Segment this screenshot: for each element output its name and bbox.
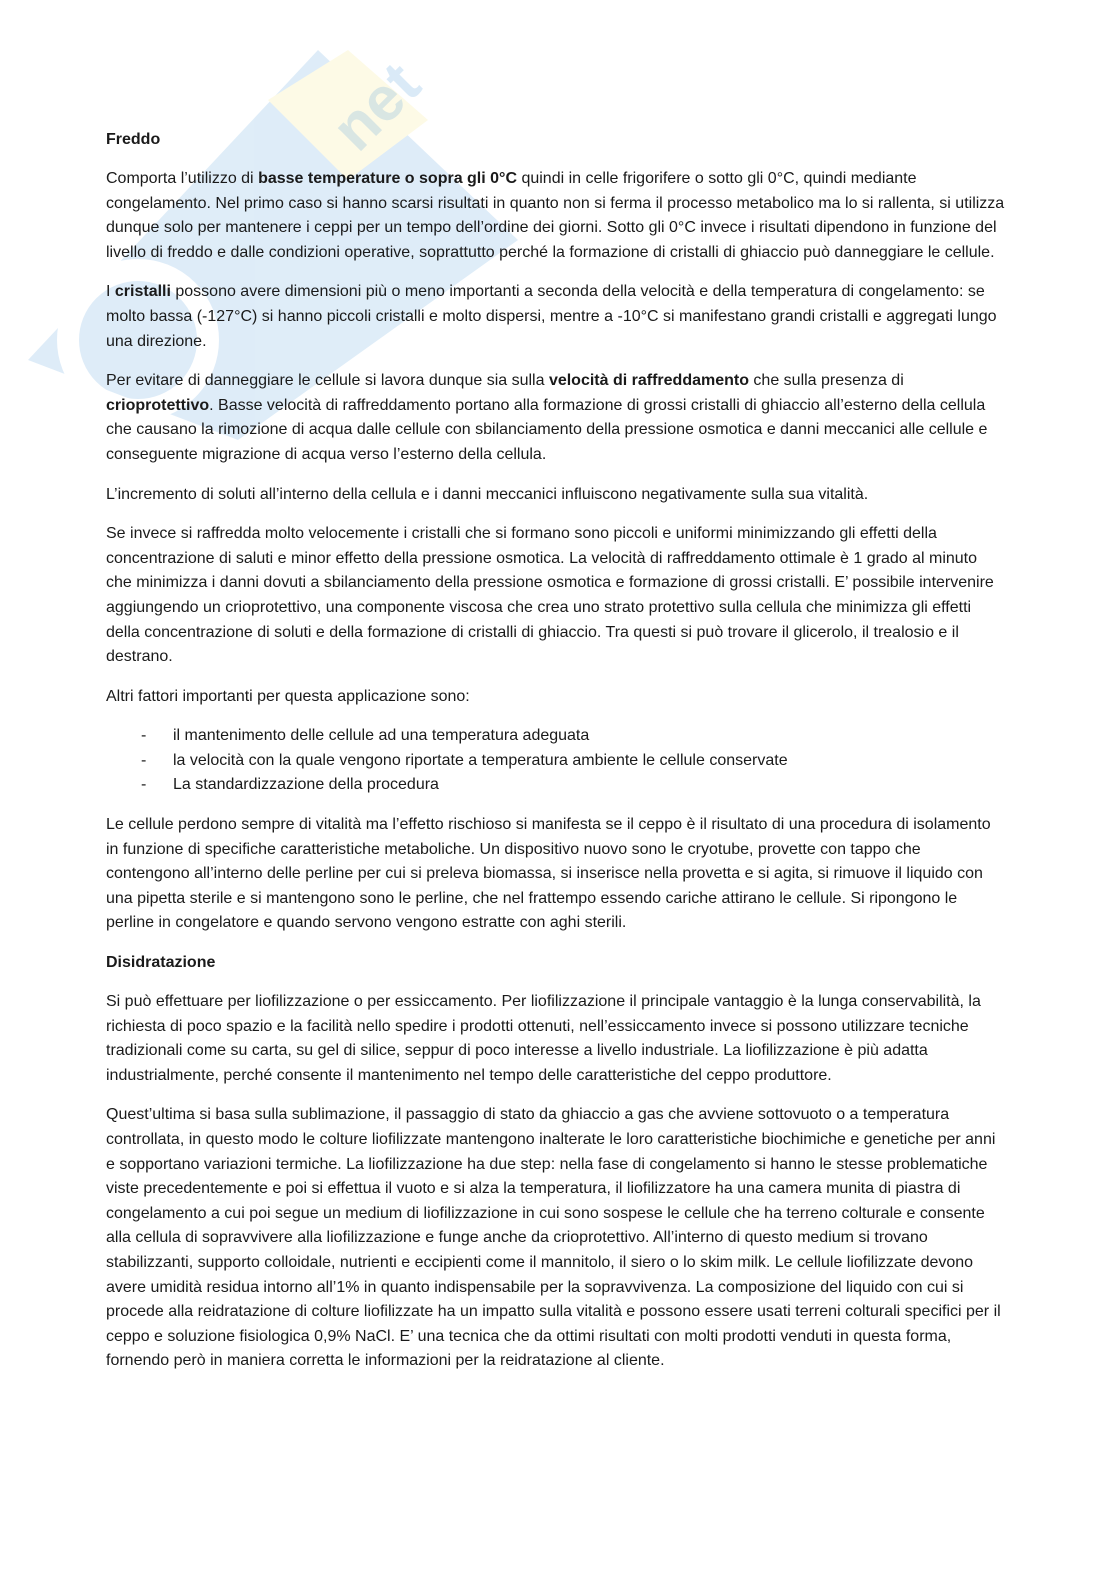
paragraph: I cristalli possono avere dimensioni più o meno importanti a seconda della velocità e della temperatura di congelamento: se molto bassa (-127°C) si hanno piccoli cristalli e molto dispersi, mentre a -10°C si manifestano grandi cristalli e aggregati lungo una direzione. <box>106 283 997 350</box>
bold-term: velocità di raffreddamento <box>548 372 749 390</box>
paragraph: L’incremento di soluti all’interno della cellula e i danni meccanici influiscono negativamente sulla sua vitalità. <box>106 485 869 503</box>
section-heading-disidratazione: Disidratazione <box>106 954 216 972</box>
bold-term: cristalli <box>114 283 171 301</box>
dash-bullet: - <box>141 776 147 794</box>
paragraph: Quest’ultima si basa sulla sublimazione, il passaggio di stato da ghiaccio a gas che avviene sottovuoto o a temperatura controllata, in questo modo le colture liofilizzate mantengono inalterate le loro caratteristiche biochimiche e genetiche per anni e sopportano variazioni termiche. La liofilizzazione ha due step: nella fase di congelamento si hanno le stesse problematiche viste precedentemente e poi si effettua il vuoto e si alza la temperatura, il liofilizzatore ha una camera munita di piastra di congelamento a cui poi segue un medium di liofilizzazione in cui sono sospese le cellule che ha terreno colturale e consente alla cellula di sopravvivere alla liofilizzazione e funge anche da crioprotettivo. All’interno di questo medium si trovano stabilizzanti, supporto colloidale, nutrienti e eccipienti come il mannitolo, il siero o lo skim milk. Le cellule liofilizzate devono avere umidità residua intorno all’1% in quanto indispensabile per la sopravvivenza. La composizione del liquido con cui si procede alla reidratazione di colture liofilizzate ha un impatto sulla vitalità e possono essere usati terreni colturali specifici per il ceppo e soluzione fisiologica 0,9% NaCl. E’ una tecnica che da ottimi risultati con molti prodotti venduti in questa forma, fornendo però in maniera corretta le informazioni per la reidratazione al cliente. <box>106 1106 1001 1370</box>
list-item: - La standardizzazione della procedura <box>106 773 1006 798</box>
paragraph: Comporta l’utilizzo di basse temperature o sopra gli 0°C quindi in celle frigorifere o sotto gli 0°C, quindi mediante congelamento. Nel primo caso si hanno scarsi risultati in quanto non si ferma il processo metabolico ma lo si rallenta, si utilizza dunque solo per mantenere i ceppi per un tempo dell’ordine dei giorni. Sotto gli 0°C invece i risultati dipendono in funzione del livello di freddo e dalle condizioni operative, soprattutto perché la formazione di cristalli di ghiaccio può danneggiare le cellule. <box>106 170 1005 261</box>
section-heading-freddo: Freddo <box>106 131 161 148</box>
dash-bullet: - <box>141 727 147 745</box>
section-freddo <box>106 128 1006 936</box>
paragraph: Per evitare di danneggiare le cellule si lavora dunque sia sulla velocità di raffreddamento che sulla presenza di crioprotettivo. Basse velocità di raffreddamento portano alla formazione di grossi cristalli di ghiaccio all’esterno della cellula che causano la rimozione di acqua dalle cellule con sbilanciamento della pressione osmotica e danni meccanici alle cellule e conseguente migrazione di acqua verso l’esterno della cellula. <box>106 372 988 463</box>
list-item: - la velocità con la quale vengono riportate a temperatura ambiente le cellule conservate <box>106 749 1006 774</box>
factors-list <box>106 724 1006 798</box>
paragraph: Altri fattori importanti per questa applicazione sono: <box>106 687 470 705</box>
bold-term: basse temperature o sopra gli 0°C <box>258 170 517 187</box>
dash-bullet: - <box>141 751 147 769</box>
watermark-text: net <box>319 49 434 165</box>
section-disidratazione <box>106 951 1006 1374</box>
paragraph: Le cellule perdono sempre di vitalità ma l’effetto rischioso si manifesta se il ceppo è il risultato di una procedura di isolamento in funzione di specifiche caratteristiche metaboliche. Un dispositivo nuovo sono le cryotube, provette con tappo che contengono all’interno delle perline per cui si preleva biomassa, si inserisce nella provetta e si agita, si rimuove il liquido con una pipetta sterile e si mantengono sono le perline, che nel frattempo essendo cariche attirano le cellule. Si ripongono le perline in congelatore e quando servono vengono estratte con aghi sterili. <box>106 816 991 932</box>
bold-term: crioprotettivo <box>106 396 210 414</box>
paragraph: Se invece si raffredda molto velocemente i cristalli che si formano sono piccoli e uniformi minimizzando gli effetti della concentrazione di saluti e minor effetto della pressione osmotica. La velocità di raffreddamento ottimale è 1 grado al minuto che minimizza i danni dovuti a sbilanciamento della pressione osmotica e formazione di grossi cristalli. E’ possibile intervenire aggiungendo un crioprotettivo, una componente viscosa che crea uno strato protettivo sulla cellula che minimizza gli effetti della concentrazione di soluti e della formazione di cristalli di ghiaccio. Tra questi si può trovare il glicerolo, il trealosio e il destrano. <box>106 525 994 666</box>
list-item: - il mantenimento delle cellule ad una temperatura adeguata <box>106 724 1006 749</box>
document-page <box>106 128 1006 1389</box>
paragraph: Si può effettuare per liofilizzazione o per essiccamento. Per liofilizzazione il principale vantaggio è la lunga conservabilità, la richiesta di poco spazio e la facilità nello spedire i prodotti ottenuti, nell’essiccamento invece si possono utilizzare tecniche tradizionali come su carta, su gel di silice, seppur di poco interesse a livello industriale. La liofilizzazione è più adatta industrialmente, perché consente il mantenimento nel tempo delle caratteristiche del ceppo produttore. <box>106 993 981 1084</box>
